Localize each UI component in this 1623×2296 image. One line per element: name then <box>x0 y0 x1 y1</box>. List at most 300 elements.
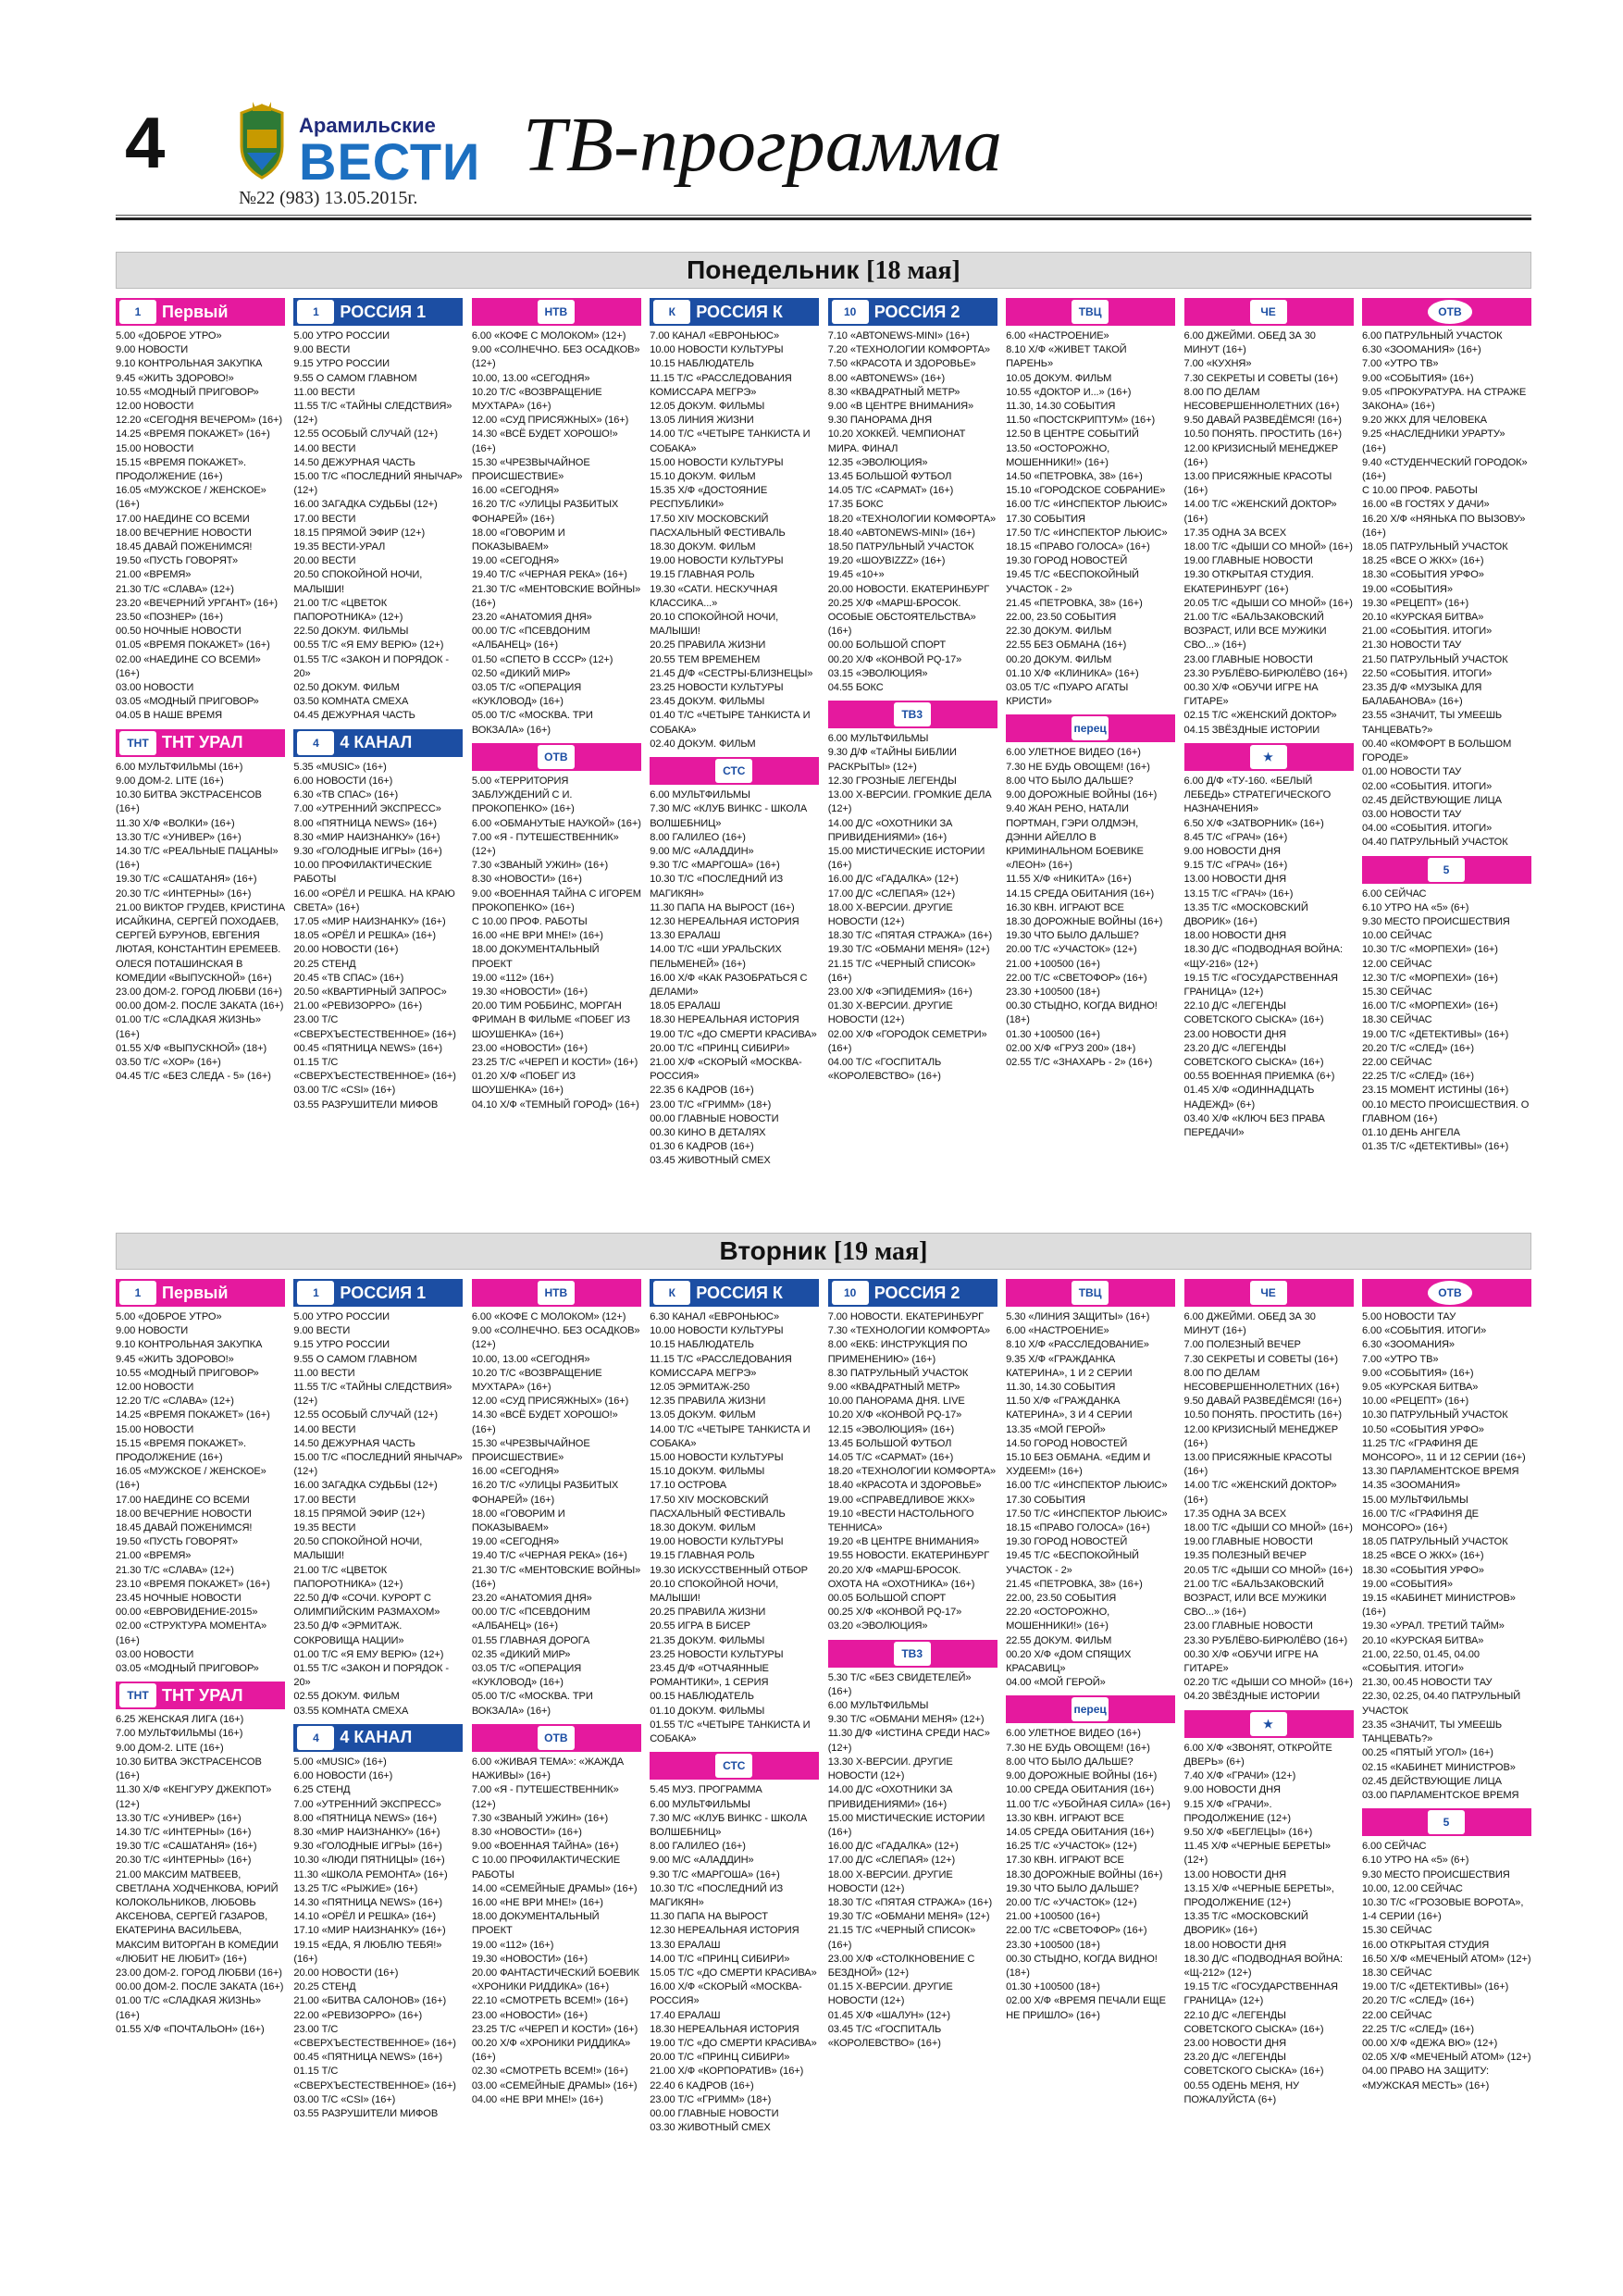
channel-block <box>650 1752 819 2135</box>
schedule-item: 22.55 БЕЗ ОБМАНА (16+) <box>1006 639 1127 652</box>
schedule-item: 18.30 СЕЙЧАС <box>1361 1014 1432 1026</box>
schedule-item: 9.00 «СОЛНЕЧНО. БЕЗ ОСАДКОВ» (12+) <box>471 1325 640 1351</box>
schedule-item: 20.00 НОВОСТИ. ЕКАТЕРИНБУРГ <box>827 583 990 595</box>
schedule-item: 13.30 Т/С «УНИВЕР» (16+) <box>116 1812 242 1824</box>
schedule-item: 19.00 «112» (16+) <box>471 1939 554 1951</box>
schedule-item: 21.00 «ВРЕМЯ» <box>116 1550 192 1562</box>
schedule-item: 9.00 НОВОСТИ <box>116 1325 189 1337</box>
schedule-item: 16.00 Д/С «ГАДАЛКА» (12+) <box>827 874 959 886</box>
channel-block <box>1184 1710 1354 2107</box>
schedule-item: 10.30 Т/С «ГРОЗОВЫЕ ВОРОТА», 1-4 СЕРИИ (16+) <box>1361 1896 1524 1923</box>
schedule-item: 12.50 В ЦЕНТРЕ СОБЫТИЙ <box>1006 428 1139 441</box>
schedule-item: 21.00 «СОБЫТИЯ. ИТОГИ» <box>1361 626 1493 638</box>
schedule-item: 16.00 Х/Ф «КАК РАЗОБРАТЬСЯ С ДЕЛАМИ» <box>650 972 808 998</box>
schedule-item: 5.30 «ЛИНИЯ ЗАЩИТЫ» (16+) <box>1006 1311 1150 1322</box>
schedule-item: 6.50 Х/Ф «ЗАТВОРНИК» (16+) <box>1183 817 1324 829</box>
schedule-item: 12.30 ГРОЗНЫЕ ЛЕГЕНДЫ <box>827 775 957 787</box>
schedule-item: 10.00 ПРОФИЛАКТИЧЕСКИЕ РАБОТЫ <box>293 860 432 886</box>
schedule-item: 22.50 Д/Ф «СОЧИ. КУРОРТ С ОЛИМПИЙСКИМ РАЗМАХОМ» <box>293 1593 440 1619</box>
schedule-item: 12.00 КРИЗИСНЫЙ МЕНЕДЖЕР (16+) <box>1183 442 1338 468</box>
schedule-item: 18.30 НЕРЕАЛЬНАЯ ИСТОРИЯ <box>650 2023 799 2035</box>
channel-block <box>828 298 997 695</box>
masthead-divider <box>116 215 1531 220</box>
schedule-item: 18.00 «ГОВОРИМ И ПОКАЗЫВАЕМ» <box>471 527 565 553</box>
channel-name: 4 КАНАЛ <box>340 733 413 752</box>
schedule-list <box>1362 884 1531 1155</box>
schedule-item: 10.30 «ЛЮДИ ПЯТНИЦЫ» (16+) <box>293 1855 445 1867</box>
schedule-list <box>1184 1738 1354 2107</box>
schedule-item: 23.30 +100500 (18+) <box>1006 986 1100 998</box>
schedule-item: 01.55 ГЛАВНАЯ ДОРОГА <box>471 1634 590 1646</box>
channel-header <box>293 298 463 326</box>
schedule-item: 17.30 СОБЫТИЯ <box>1006 1494 1085 1506</box>
schedule-item: 9.10 КОНТРОЛЬНАЯ ЗАКУПКА <box>116 358 263 370</box>
schedule-item: 18.45 ДАВАЙ ПОЖЕНИМСЯ! <box>116 541 253 553</box>
schedule-item: 15.30 СЕЙЧАС <box>1361 1925 1432 1937</box>
channel-block <box>1184 743 1354 1140</box>
channel-logo-icon: перец <box>1072 1697 1109 1721</box>
schedule-item: 22.55 ДОКУМ. ФИЛЬМ <box>1006 1634 1112 1646</box>
schedule-item: 18.30 ДОКУМ. ФИЛЬМ <box>650 1522 756 1534</box>
channel-logo-icon: 10 <box>832 300 869 324</box>
schedule-item: 00.00 «ЕВРОВИДЕНИЕ-2015» <box>116 1607 258 1619</box>
schedule-item: 21.00 Т/С «ЦВЕТОК ПАПОРОТНИКА» (12+) <box>293 597 403 624</box>
schedule-item: 14.10 «ОРЁЛ И РЕШКА» (16+) <box>293 1911 436 1923</box>
schedule-item: 9.15 УТРО РОССИИ <box>293 1339 390 1351</box>
schedule-list <box>293 1307 463 1719</box>
schedule-item: 6.00 «НАСТРОЕНИЕ» <box>1006 1325 1109 1337</box>
schedule-item: 16.00 «В ГОСТЯХ У ДАЧИ» <box>1361 499 1490 511</box>
schedule-item: 10.15 НАБЛЮДАТЕЛЬ <box>650 358 754 370</box>
schedule-item: 6.00 «СОБЫТИЯ. ИТОГИ» <box>1361 1325 1487 1337</box>
channel-block <box>1362 1808 1531 2093</box>
schedule-item: 9.00 ДОМ-2. LITE (16+) <box>116 1742 224 1754</box>
schedule-item: 03.00 НОВОСТИ <box>116 682 194 694</box>
schedule-item: 6.00 СЕЙЧАС <box>1361 887 1427 900</box>
schedule-list <box>828 1307 997 1634</box>
day-section-tuesday <box>116 1233 1531 2135</box>
schedule-item: 02.05 Х/Ф «МЕЧЕНЫЙ АТОМ» (12+) <box>1361 2052 1531 2064</box>
schedule-item: 18.30 СЕЙЧАС <box>1361 1967 1432 1979</box>
schedule-item: 16.30 КВН. ИГРАЮТ ВСЕ <box>1006 901 1124 913</box>
schedule-item: 01.55 Х/Ф «ПОЧТАЛЬОН» (16+) <box>116 2023 265 2035</box>
channel-logo-icon: ТНТ <box>119 731 156 755</box>
schedule-item: 12.00 НОВОСТИ <box>116 401 194 413</box>
schedule-item: 00.30 Х/Ф «ОБУЧИ ИГРЕ НА ГИТАРЕ» <box>1183 1648 1319 1675</box>
schedule-item: 6.25 СТЕНД <box>293 1784 351 1796</box>
channel-header <box>293 1724 463 1752</box>
schedule-item: 21.50 ПАТРУЛЬНЫЙ УЧАСТОК <box>1361 653 1508 665</box>
channel-column <box>1184 1279 1354 2135</box>
schedule-item: 6.30 КАНАЛ «ЕВРОНЬЮС» <box>650 1311 780 1322</box>
schedule-item: 01.30 +100500 (18+) <box>1006 1981 1100 1993</box>
schedule-list <box>472 1752 641 2107</box>
schedule-item: 00.20 Х/Ф «ХРОНИКИ РИДДИКА» (16+) <box>471 2037 631 2064</box>
day-section-monday <box>116 252 1531 1169</box>
schedule-item: 6.00 «НАСТРОЕНИЕ» <box>1006 330 1109 341</box>
schedule-item: 19.00 «СОБЫТИЯ» <box>1361 583 1453 595</box>
schedule-item: 17.35 БОКС <box>827 499 884 511</box>
channel-header <box>472 298 641 326</box>
schedule-item: 5.00 «ДОБРОЕ УТРО» <box>116 1311 222 1322</box>
schedule-item: 03.00 Т/С «CSI» (16+) <box>293 1085 396 1097</box>
schedule-item: 11.50 «ПОСТСКРИПТУМ» (16+) <box>1006 415 1156 427</box>
channel-logo-icon: 4 <box>297 1726 334 1750</box>
schedule-item: 19.00 «СЕГОДНЯ» <box>471 555 560 567</box>
logo-small-text: Арамильские <box>299 114 436 137</box>
schedule-item: 00.30 СТЫДНО, КОГДА ВИДНО! (18+) <box>1006 1000 1158 1026</box>
schedule-item: 22.25 Т/С «СЛЕД» (16+) <box>1361 2023 1475 2035</box>
channel-block <box>1006 1695 1175 2022</box>
schedule-item: 15.00 НОВОСТИ <box>116 442 194 454</box>
schedule-item: 01.00 Т/С «Я ЕМУ ВЕРЮ» (12+) <box>293 1648 444 1660</box>
schedule-item: 21.45 «ПЕТРОВКА, 38» (16+) <box>1006 597 1143 609</box>
schedule-item: 10.20 ХОККЕЙ. ЧЕМПИОНАТ МИРА. ФИНАЛ <box>827 428 966 454</box>
channel-block <box>650 757 819 1168</box>
schedule-item: 02.00 Х/Ф «ГРУЗ 200» (18+) <box>1006 1042 1136 1054</box>
schedule-item: 21.30 Т/С «СЛАВА» (12+) <box>116 1564 234 1576</box>
schedule-item: 20.20 Т/С «СЛЕД» (16+) <box>1361 1042 1475 1054</box>
schedule-item: 19.50 «ПУСТЬ ГОВОРЯТ» <box>116 1536 239 1548</box>
schedule-item: 8.00 ПО ДЕЛАМ НЕСОВЕРШЕННОЛЕТНИХ (16+) <box>1183 1367 1340 1394</box>
schedule-item: 21.30 Т/С «МЕНТОВСКИЕ ВОЙНЫ» (16+) <box>471 583 641 609</box>
schedule-item: 15.00 НОВОСТИ КУЛЬТУРЫ <box>650 456 784 468</box>
schedule-item: 6.25 ЖЕНСКАЯ ЛИГА (16+) <box>116 1714 244 1726</box>
schedule-item: 15.30 «ЧРЕЗВЫЧАЙНОЕ ПРОИСШЕСТВИЕ» <box>471 1437 590 1464</box>
schedule-item: 7.30 «ТЕХНОЛОГИИ КОМФОРТА» <box>827 1325 990 1337</box>
schedule-item: 22.00 СЕЙЧАС <box>1361 2009 1432 2021</box>
schedule-item: 22.10 «СМОТРЕТЬ ВСЕМ!» (16+) <box>471 1995 628 2007</box>
schedule-item: 10.00 ПАНОРАМА ДНЯ. LIVE <box>827 1396 965 1408</box>
day-header <box>116 1233 1531 1270</box>
schedule-item: 15.00 НОВОСТИ КУЛЬТУРЫ <box>650 1452 784 1464</box>
channel-header <box>1362 298 1531 326</box>
schedule-item: 16.00 Т/С «ИНСПЕКТОР ЛЬЮИС» <box>1006 1480 1168 1492</box>
channel-header <box>1006 298 1175 326</box>
schedule-item: 13.05 ЛИНИЯ ЖИЗНИ <box>650 415 754 427</box>
schedule-item: 12.55 ОСОБЫЙ СЛУЧАЙ (12+) <box>293 428 438 441</box>
schedule-item: 19.00 «СПРАВЕДЛИВОЕ ЖКХ» <box>827 1494 975 1506</box>
schedule-item: 00.55 Т/С «Я ЕМУ ВЕРЮ» (12+) <box>293 639 444 652</box>
channel-block <box>1006 298 1175 709</box>
schedule-item: 10.00 НОВОСТИ КУЛЬТУРЫ <box>650 1325 784 1337</box>
schedule-item: 9.05 «ПРОКУРАТУРА. НА СТРАЖЕ ЗАКОНА» (16+) <box>1361 386 1527 413</box>
channel-column <box>472 1279 641 2135</box>
channel-column <box>828 1279 997 2135</box>
schedule-item: 5.00 «ТЕРРИТОРИЯ ЗАБЛУЖДЕНИЙ С И. ПРОКОПЕНКО» (16+) <box>471 775 575 815</box>
schedule-item: 11.45 Х/Ф «ЧЕРНЫЕ БЕРЕТЫ» (12+) <box>1183 1841 1331 1867</box>
schedule-item: 14.00 ВЕСТИ <box>293 1423 356 1435</box>
schedule-item: 01.10 ДОКУМ. ФИЛЬМЫ <box>650 1705 765 1717</box>
schedule-item: 19.00 Т/С «ДЕТЕКТИВЫ» (16+) <box>1361 1981 1509 1993</box>
schedule-item: 11.15 Т/С «РАССЛЕДОВАНИЯ КОМИССАРА МЕГРЭ» <box>650 1353 792 1379</box>
schedule-item: 21.30 Т/С «СЛАВА» (12+) <box>116 583 234 595</box>
channel-header <box>1184 298 1354 326</box>
schedule-item: 9.30 МЕСТО ПРОИСШЕСТВИЯ <box>1361 1868 1510 1880</box>
schedule-item: 00.25 «ПЯТЫЙ УГОЛ» (16+) <box>1361 1747 1493 1759</box>
channel-header <box>472 743 641 771</box>
schedule-item: 9.00 ВЕСТИ <box>293 1325 351 1337</box>
schedule-item: 18.05 «ОРЁЛ И РЕШКА» (16+) <box>293 930 436 942</box>
schedule-item: 00.00 ГЛАВНЫЕ НОВОСТИ <box>650 1112 779 1124</box>
schedule-item: 03.45 ЖИВОТНЫЙ СМЕХ <box>650 1155 771 1167</box>
schedule-item: 11.30, 14.30 СОБЫТИЯ <box>1006 401 1116 413</box>
schedule-item: 8.30 «МИР НАИЗНАНКУ» (16+) <box>293 831 440 843</box>
schedule-item: 03.40 Х/Ф «КЛЮЧ БЕЗ ПРАВА ПЕРЕДАЧИ» <box>1183 1112 1325 1138</box>
schedule-item: 03.05 «МОДНЫЙ ПРИГОВОР» <box>116 696 259 708</box>
schedule-item: 19.30 ГОРОД НОВОСТЕЙ <box>1006 555 1128 567</box>
schedule-item: 7.00 «УТРЕННИЙ ЭКСПРЕСС» <box>293 803 441 815</box>
schedule-item: 16.00 ЗАГАДКА СУДЬБЫ (12+) <box>293 1480 438 1492</box>
schedule-item: 17.50 XIV МОСКОВСКИЙ ПАСХАЛЬНЫЙ ФЕСТИВАЛЬ <box>650 513 786 539</box>
schedule-item: 18.15 «ПРАВО ГОЛОСА» (16+) <box>1006 541 1150 553</box>
schedule-item: 01.30 6 КАДРОВ (16+) <box>650 1141 754 1153</box>
schedule-item: 5.45 МУЗ. ПРОГРАММА <box>650 1784 762 1796</box>
schedule-item: 11.30 Х/Ф «КЕНГУРУ ДЖЕКПОТ» (12+) <box>116 1784 272 1810</box>
channel-block <box>116 729 285 1085</box>
channel-logo-icon: 5 <box>1428 1810 1465 1834</box>
schedule-item: 20.25 СТЕНД <box>293 958 356 970</box>
schedule-item: 6.00 Д/Ф «ТУ-160. «БЕЛЫЙ ЛЕБЕДЬ» СТРАТЕГИЧЕСКОГО НАЗНАЧЕНИЯ» <box>1183 775 1332 815</box>
schedule-item: 6.30 «ЗООМАНИЯ» <box>1361 1339 1455 1351</box>
schedule-item: 00.55 ВОЕННАЯ ПРИЕМКА (6+) <box>1183 1071 1335 1083</box>
schedule-item: 00.55 ОДЕНЬ МЕНЯ, НУ ПОЖАЛУЙСТА (6+) <box>1183 2079 1299 2105</box>
schedule-item: 22.00 «РЕВИЗОРРО» (16+) <box>293 2009 423 2021</box>
schedule-item: 01.50 «СПЕТО В СССР» (12+) <box>471 653 613 665</box>
schedule-list <box>1006 326 1175 709</box>
channel-column <box>293 298 463 1169</box>
schedule-item: 00.00 ДОМ-2. ПОСЛЕ ЗАКАТА (16+) <box>116 1981 284 1993</box>
schedule-item: 7.00 «КУХНЯ» <box>1183 358 1252 370</box>
schedule-item: 6.10 УТРО НА «5» (6+) <box>1361 1855 1469 1867</box>
schedule-item: 16.05 «МУЖСКОЕ / ЖЕНСКОЕ» (16+) <box>116 1466 266 1492</box>
schedule-item: 19.15 «КАБИНЕТ МИНИСТРОВ» (16+) <box>1361 1593 1516 1619</box>
schedule-list <box>1362 1307 1531 1803</box>
schedule-item: 14.35 «ЗООМАНИЯ» <box>1361 1480 1461 1492</box>
schedule-item: 18.00 ДОКУМЕНТАЛЬНЫЙ ПРОЕКТ <box>471 1911 600 1937</box>
schedule-item: 7.30 СЕКРЕТЫ И СОВЕТЫ (16+) <box>1183 372 1338 384</box>
schedule-item: 8.30 ПАТРУЛЬНЫЙ УЧАСТОК <box>827 1367 969 1379</box>
schedule-item: 20.20 Х/Ф «МАРШ-БРОСОК. ОХОТА НА «ОХОТНИКА» (16+) <box>827 1564 975 1590</box>
schedule-item: 16.00 «СЕГОДНЯ» <box>471 1466 560 1478</box>
channel-block <box>1006 714 1175 1070</box>
schedule-item: 14.00 Д/С «ОХОТНИКИ ЗА ПРИВИДЕНИЯМИ» (16+) <box>827 817 953 843</box>
schedule-list <box>650 1780 819 2135</box>
schedule-item: 02.00 Х/Ф «ВРЕМЯ ПЕЧАЛИ ЕЩЕ НЕ ПРИШЛО» (16+) <box>1006 1995 1166 2021</box>
schedule-item: 02.30 «СМОТРЕТЬ ВСЕМ!» (16+) <box>471 2066 628 2078</box>
schedule-item: 02.45 ДЕЙСТВУЮЩИЕ ЛИЦА <box>1361 1775 1502 1787</box>
channel-header <box>828 298 997 326</box>
schedule-item: 20.05 Т/С «ДЫШИ СО МНОЙ» (16+) <box>1183 597 1353 609</box>
schedule-item: 23.55 «ЗНАЧИТ, ТЫ УМЕЕШЬ ТАНЦЕВАТЬ?» <box>1361 710 1503 736</box>
channel-name: РОССИЯ 1 <box>340 1283 427 1302</box>
schedule-item: 19.00 Т/С «ДЕТЕКТИВЫ» (16+) <box>1361 1028 1509 1040</box>
schedule-item: 6.00 ДЖЕЙМИ. ОБЕД ЗА 30 МИНУТ (16+) <box>1183 330 1316 356</box>
channel-column <box>1006 298 1175 1169</box>
schedule-item: 19.40 Т/С «ЧЕРНАЯ РЕКА» (16+) <box>471 569 627 581</box>
channel-column <box>293 1279 463 2135</box>
schedule-item: 10.05 ДОКУМ. ФИЛЬМ <box>1006 372 1112 384</box>
schedule-item: 01.15 Т/С «СВЕРХЪЕСТЕСТВЕННОЕ» (16+) <box>293 2066 456 2091</box>
channel-logo-icon: ОТВ <box>1428 1281 1472 1305</box>
schedule-item: 20.50 СПОКОЙНОЙ НОЧИ, МАЛЫШИ! <box>293 569 423 595</box>
schedule-item: 22.25 Т/С «СЛЕД» (16+) <box>1361 1071 1475 1083</box>
schedule-item: 13.30 Т/С «УНИВЕР» (16+) <box>116 831 242 843</box>
schedule-item: 19.45 Т/С «БЕСПОКОЙНЫЙ УЧАСТОК - 2» <box>1006 569 1139 595</box>
schedule-item: 19.00 Т/С «ДО СМЕРТИ КРАСИВА» <box>650 2037 817 2049</box>
schedule-item: 16.20 Т/С «УЛИЦЫ РАЗБИТЫХ ФОНАРЕЙ» (16+) <box>471 499 619 525</box>
schedule-item: 18.50 ПАТРУЛЬНЫЙ УЧАСТОК <box>827 541 974 553</box>
schedule-item: 23.25 Т/С «ЧЕРЕП И КОСТИ» (16+) <box>471 2023 638 2035</box>
schedule-item: 01.55 Х/Ф «ВЫПУСКНОЙ» (18+) <box>116 1042 267 1054</box>
schedule-item: 13.25 Т/С «РЫЖИЕ» (16+) <box>293 1882 418 1894</box>
schedule-item: 03.00 НОВОСТИ <box>116 1648 194 1660</box>
schedule-item: 7.30 «ЗВАНЫЙ УЖИН» (16+) <box>471 860 609 872</box>
schedule-item: 14.00 Т/С «ЖЕНСКИЙ ДОКТОР» (16+) <box>1183 1480 1337 1506</box>
schedule-item: 18.30 Д/С «ПОДВОДНАЯ ВОЙНА: «ЩУ-216» (12+) <box>1183 944 1343 970</box>
channel-block <box>472 298 641 738</box>
channel-block <box>116 298 285 724</box>
schedule-item: 01.00 Т/С «СЛАДКАЯ ЖИЗНЬ» (16+) <box>116 1995 262 2021</box>
schedule-item: 19.45 Т/С «БЕСПОКОЙНЫЙ УЧАСТОК - 2» <box>1006 1550 1139 1576</box>
schedule-item: 7.40 Х/Ф «ГРАЧИ» (12+) <box>1183 1770 1296 1782</box>
schedule-item: 6.00 МУЛЬТФИЛЬМЫ <box>650 1798 750 1810</box>
schedule-item: 9.00 М/С «АЛАДДИН» <box>650 845 754 857</box>
schedule-item: 12.00 НОВОСТИ <box>116 1382 194 1394</box>
schedule-item: 17.00 ВЕСТИ <box>293 513 356 525</box>
schedule-item: 14.00 Т/С «ШИ УРАЛЬСКИХ ПЕЛЬМЕНЕЙ» (16+) <box>650 944 782 970</box>
schedule-item: 6.00 МУЛЬТФИЛЬМЫ (16+) <box>116 761 243 773</box>
channel-logo-icon: СТС <box>715 759 752 783</box>
schedule-item: 23.00 ДОМ-2. ГОРОД ЛЮБВИ (16+) <box>116 986 282 998</box>
schedule-item: 10.00 СЕЙЧАС <box>1361 930 1432 942</box>
channel-block <box>472 1279 641 1719</box>
schedule-item: 01.10 Х/Ф «КЛИНИКА» (16+) <box>1006 667 1139 679</box>
channel-header <box>1362 1808 1531 1836</box>
schedule-item: 11.00 ВЕСТИ <box>293 1367 355 1379</box>
schedule-item: 9.00 М/С «АЛАДДИН» <box>650 1855 754 1867</box>
schedule-item: 22.40 6 КАДРОВ (16+) <box>650 2079 754 2091</box>
schedule-item: 23.30 РУБЛЁВО-БИРЮЛЁВО (16+) <box>1183 1634 1348 1646</box>
channel-header <box>472 1279 641 1307</box>
schedule-item: 20.55 ТЕМ ВРЕМЕНЕМ <box>650 653 761 665</box>
schedule-item: 7.30 СЕКРЕТЫ И СОВЕТЫ (16+) <box>1183 1353 1338 1365</box>
schedule-item: 18.25 «ВСЕ О ЖКХ» (16+) <box>1361 1550 1484 1562</box>
schedule-item: 20.25 ПРАВИЛА ЖИЗНИ <box>650 1607 766 1619</box>
schedule-item: 14.25 «ВРЕМЯ ПОКАЖЕТ» (16+) <box>116 428 270 441</box>
channel-header <box>472 1724 641 1752</box>
schedule-item: 13.35 Т/С «МОСКОВСКИЙ ДВОРИК» (16+) <box>1183 1911 1308 1937</box>
schedule-item: 9.30 «ГОЛОДНЫЕ ИГРЫ» (16+) <box>293 1841 442 1853</box>
schedule-item: 17.00 ВЕСТИ <box>293 1494 356 1506</box>
schedule-item: 14.30 Т/С «ИНТЕРНЫ» (16+) <box>116 1826 252 1838</box>
schedule-item: 16.25 Т/С «УЧАСТОК» (12+) <box>1006 1841 1137 1853</box>
schedule-item: 9.00 «СОБЫТИЯ» (16+) <box>1361 372 1474 384</box>
schedule-item: 18.30 «СОБЫТИЯ УРФО» <box>1361 569 1484 581</box>
schedule-item: 13.35 Т/С «МОСКОВСКИЙ ДВОРИК» (16+) <box>1183 901 1308 927</box>
schedule-item: 00.20 Х/Ф «КОНВОЙ PQ-17» <box>827 653 962 665</box>
schedule-item: 10.00 «РЕЦЕПТ» (16+) <box>1361 1396 1469 1408</box>
schedule-item: 00.50 НОЧНЫЕ НОВОСТИ <box>116 626 242 638</box>
schedule-item: 22.00, 23.50 СОБЫТИЯ <box>1006 612 1117 624</box>
schedule-item: 5.00 УТРО РОССИИ <box>293 330 390 341</box>
schedule-item: 7.20 «ТЕХНОЛОГИИ КОМФОРТА» <box>827 344 990 356</box>
schedule-item: 5.00 НОВОСТИ ТАУ <box>1361 1311 1456 1322</box>
schedule-item: 23.25 НОВОСТИ КУЛЬТУРЫ <box>650 682 784 694</box>
schedule-item: 22.10 Д/С «ЛЕГЕНДЫ СОВЕТСКОГО СЫСКА» (16+) <box>1183 1000 1324 1026</box>
schedule-item: 01.55 Т/С «ЧЕТЫРЕ ТАНКИСТА И СОБАКА» <box>650 1719 811 1745</box>
channel-logo-icon: ОТВ <box>1428 300 1472 324</box>
schedule-item: 7.00 НОВОСТИ. ЕКАТЕРИНБУРГ <box>827 1311 985 1322</box>
schedule-item: 23.30 РУБЛЁВО-БИРЮЛЁВО (16+) <box>1183 667 1348 679</box>
schedule-item: 23.35 «ЗНАЧИТ, ТЫ УМЕЕШЬ ТАНЦЕВАТЬ?» <box>1361 1719 1503 1745</box>
schedule-item: 15.00 МИСТИЧЕСКИЕ ИСТОРИИ (16+) <box>827 1812 985 1838</box>
schedule-item: 12.05 ЭРМИТАЖ-250 <box>650 1382 750 1394</box>
channel-logo-icon: СТС <box>715 1754 752 1778</box>
schedule-item: 18.30 Т/С «ПЯТАЯ СТРАЖА» (16+) <box>827 1896 993 1908</box>
schedule-item: 22.50 ДОКУМ. ФИЛЬМЫ <box>293 626 409 638</box>
schedule-item: 10.30 Т/С «МОРПЕХИ» (16+) <box>1361 944 1498 956</box>
channel-column <box>1006 1279 1175 2135</box>
schedule-item: 11.00 Т/С «УБОЙНАЯ СИЛА» (16+) <box>1006 1798 1171 1810</box>
schedule-item: 10.30 Т/С «ПОСЛЕДНИЙ ИЗ МАГИКЯН» <box>650 1882 784 1908</box>
schedule-item: 7.00 «Я - ПУТЕШЕСТВЕННИК» (12+) <box>471 1784 619 1810</box>
schedule-item: 00.05 БОЛЬШОЙ СПОРТ <box>827 1593 946 1605</box>
schedule-item: 11.15 Т/С «РАССЛЕДОВАНИЯ КОМИССАРА МЕГРЭ» <box>650 372 792 398</box>
schedule-item: 20.00 ТИМ РОББИНС, МОРГАН ФРИМАН В ФИЛЬМЕ «ПОБЕГ ИЗ ШОУШЕНКА» (16+) <box>471 1000 631 1040</box>
schedule-item: 20.10 «КУРСКАЯ БИТВА» <box>1361 1634 1484 1646</box>
schedule-item: 03.50 КОМНАТА СМЕХА <box>293 696 409 708</box>
channel-block <box>293 729 463 1112</box>
channel-block <box>1362 298 1531 850</box>
channel-column <box>1362 298 1531 1169</box>
schedule-item: 6.00 УЛЕТНОЕ ВИДЕО (16+) <box>1006 747 1141 759</box>
schedule-item: 14.05 СРЕДА ОБИТАНИЯ (16+) <box>1006 1826 1155 1838</box>
schedule-item: 19.35 ВЕСТИ-УРАЛ <box>293 541 386 553</box>
schedule-item: 23.15 МОМЕНТ ИСТИНЫ (16+) <box>1361 1085 1509 1097</box>
schedule-item: 11.00 ВЕСТИ <box>293 386 355 398</box>
schedule-item: 23.00 НОВОСТИ ДНЯ <box>1183 2037 1286 2049</box>
schedule-item: 19.30 Т/С «ОБМАНИ МЕНЯ» (12+) <box>827 944 990 956</box>
day-header <box>116 252 1531 289</box>
schedule-item: 8.30 «МИР НАИЗНАНКУ» (16+) <box>293 1826 440 1838</box>
schedule-item: 9.30 ПАНОРАМА ДНЯ <box>827 415 932 427</box>
schedule-item: 18.00 ВЕЧЕРНИЕ НОВОСТИ <box>116 527 252 539</box>
schedule-item: 15.35 Х/Ф «ДОСТОЯНИЕ РЕСПУБЛИКИ» <box>650 485 768 511</box>
schedule-item: 21.00 Т/С «БАЛЬЗАКОВСКИЙ ВОЗРАСТ, ИЛИ ВСЕ МУЖИКИ СВО...» (16+) <box>1183 1578 1327 1619</box>
schedule-list <box>1184 326 1354 738</box>
schedule-item: 18.40 «AВТОNEWS-MINI» (16+) <box>827 527 975 539</box>
schedule-item: 9.00 ДОРОЖНЫЕ ВОЙНЫ (16+) <box>1006 789 1158 801</box>
schedule-item: 19.30 ИСКУССТВЕННЫЙ ОТБОР <box>650 1564 808 1576</box>
channel-logo-icon: ТВЦ <box>1072 300 1109 324</box>
channel-header <box>1184 743 1354 771</box>
schedule-item: 21.30 Т/С «МЕНТОВСКИЕ ВОЙНЫ» (16+) <box>471 1564 641 1590</box>
schedule-item: 16.00 «НЕ ВРИ МНЕ!» (16+) <box>471 1896 603 1908</box>
schedule-item: 8.00 «ПЯТНИЦА NEWS» (16+) <box>293 1812 437 1824</box>
schedule-item: 18.45 ДАВАЙ ПОЖЕНИМСЯ! <box>116 1522 253 1534</box>
schedule-item: 02.40 ДОКУМ. ФИЛЬМ <box>650 738 756 750</box>
schedule-item: 14.05 Т/С «САРМАТ» (16+) <box>827 1452 954 1464</box>
channel-block <box>828 701 997 1084</box>
schedule-list <box>1184 1307 1354 1705</box>
schedule-item: 14.25 «ВРЕМЯ ПОКАЖЕТ» (16+) <box>116 1409 270 1421</box>
channel-header <box>650 1279 819 1307</box>
schedule-item: 21.45 «ПЕТРОВКА, 38» (16+) <box>1006 1578 1143 1590</box>
schedule-item: 9.50 ДАВАЙ РАЗВЕДЁМСЯ! (16+) <box>1183 1396 1342 1408</box>
channel-logo-icon: 4 <box>297 731 334 755</box>
schedule-item: 23.45 ДОКУМ. ФИЛЬМЫ <box>650 696 765 708</box>
